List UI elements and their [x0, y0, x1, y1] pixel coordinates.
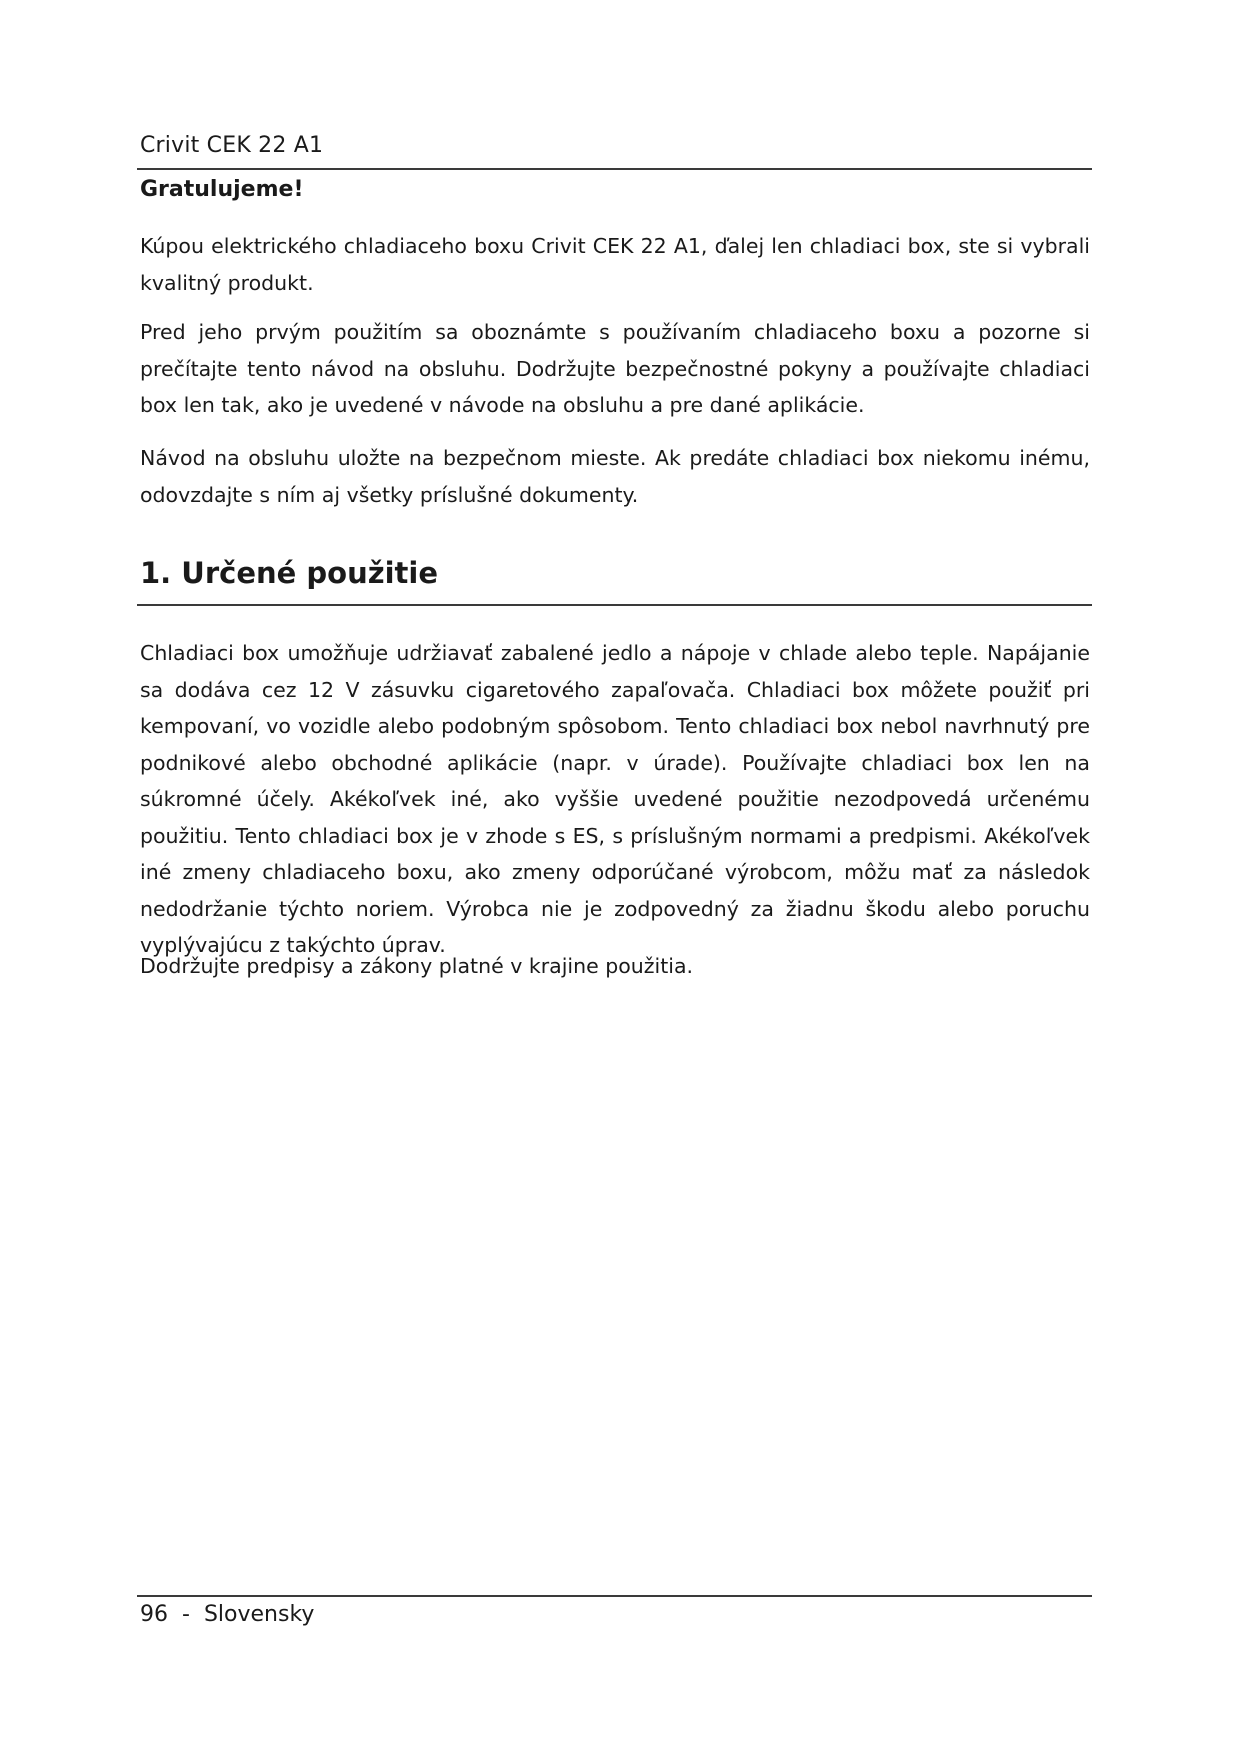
section-title-intended-use: 1. Určené použitie: [140, 556, 439, 590]
section-divider: [137, 604, 1092, 606]
page-number: 96: [140, 1602, 168, 1627]
intro-paragraph-1: Kúpou elektrického chladiaceho boxu Crivit CEK 22 A1, ďalej len chladiaci box, ste si vybrali kvalitný produkt.: [140, 234, 1090, 295]
greeting-heading: Gratulujeme!: [140, 177, 304, 202]
footer-separator: -: [182, 1602, 190, 1627]
document-header-title: Crivit CEK 22 A1: [140, 133, 324, 158]
footer-language: Slovensky: [203, 1602, 315, 1627]
intro-paragraph-3: Návod na obsluhu uložte na bezpečnom mieste. Ak predáte chladiaci box niekomu inému, odovzdajte s ním aj všetky príslušné dokumenty.: [140, 446, 1090, 507]
intro-paragraph-2: Pred jeho prvým použitím sa oboznámte s používaním chladiaceho boxu a pozorne si prečítajte tento návod na obsluhu. Dodržujte bezpečnostné pokyny a používajte chladiaci box len tak, ako je uvedené v návode na obsluhu a pre dané aplikácie.: [140, 320, 1090, 417]
page-footer: [140, 1602, 314, 1627]
header-divider: [137, 168, 1092, 170]
section-paragraph-2: Dodržujte predpisy a zákony platné v krajine použitia.: [140, 954, 694, 978]
footer-divider: [137, 1595, 1092, 1597]
section-paragraph-1: Chladiaci box umožňuje udržiavať zabalené jedlo a nápoje v chlade alebo teple. Napájanie sa dodáva cez 12 V zásuvku cigaretového zapaľovača. Chladiaci box môžete použiť pri kempovaní, vo vozidle alebo podobným spôsobom. Tento chladiaci box nebol navrhnutý pre podnikové alebo obchodné aplikácie (napr. v úrade). Používajte chladiaci box len na súkromné účely. Akékoľvek iné, ako vyššie uvedené použitie nezodpovedá určenému použitiu. Tento chladiaci box je v zhode s ES, s príslušným normami a predpismi. Akékoľvek iné zmeny chladiaceho boxu, ako zmeny odporúčané výrobcom, môžu mať za následok nedodržanie týchto noriem. Výrobca nie je zodpovedný za žiadnu škodu alebo poruchu vyplývajúcu z takýchto úprav.: [140, 641, 1090, 957]
